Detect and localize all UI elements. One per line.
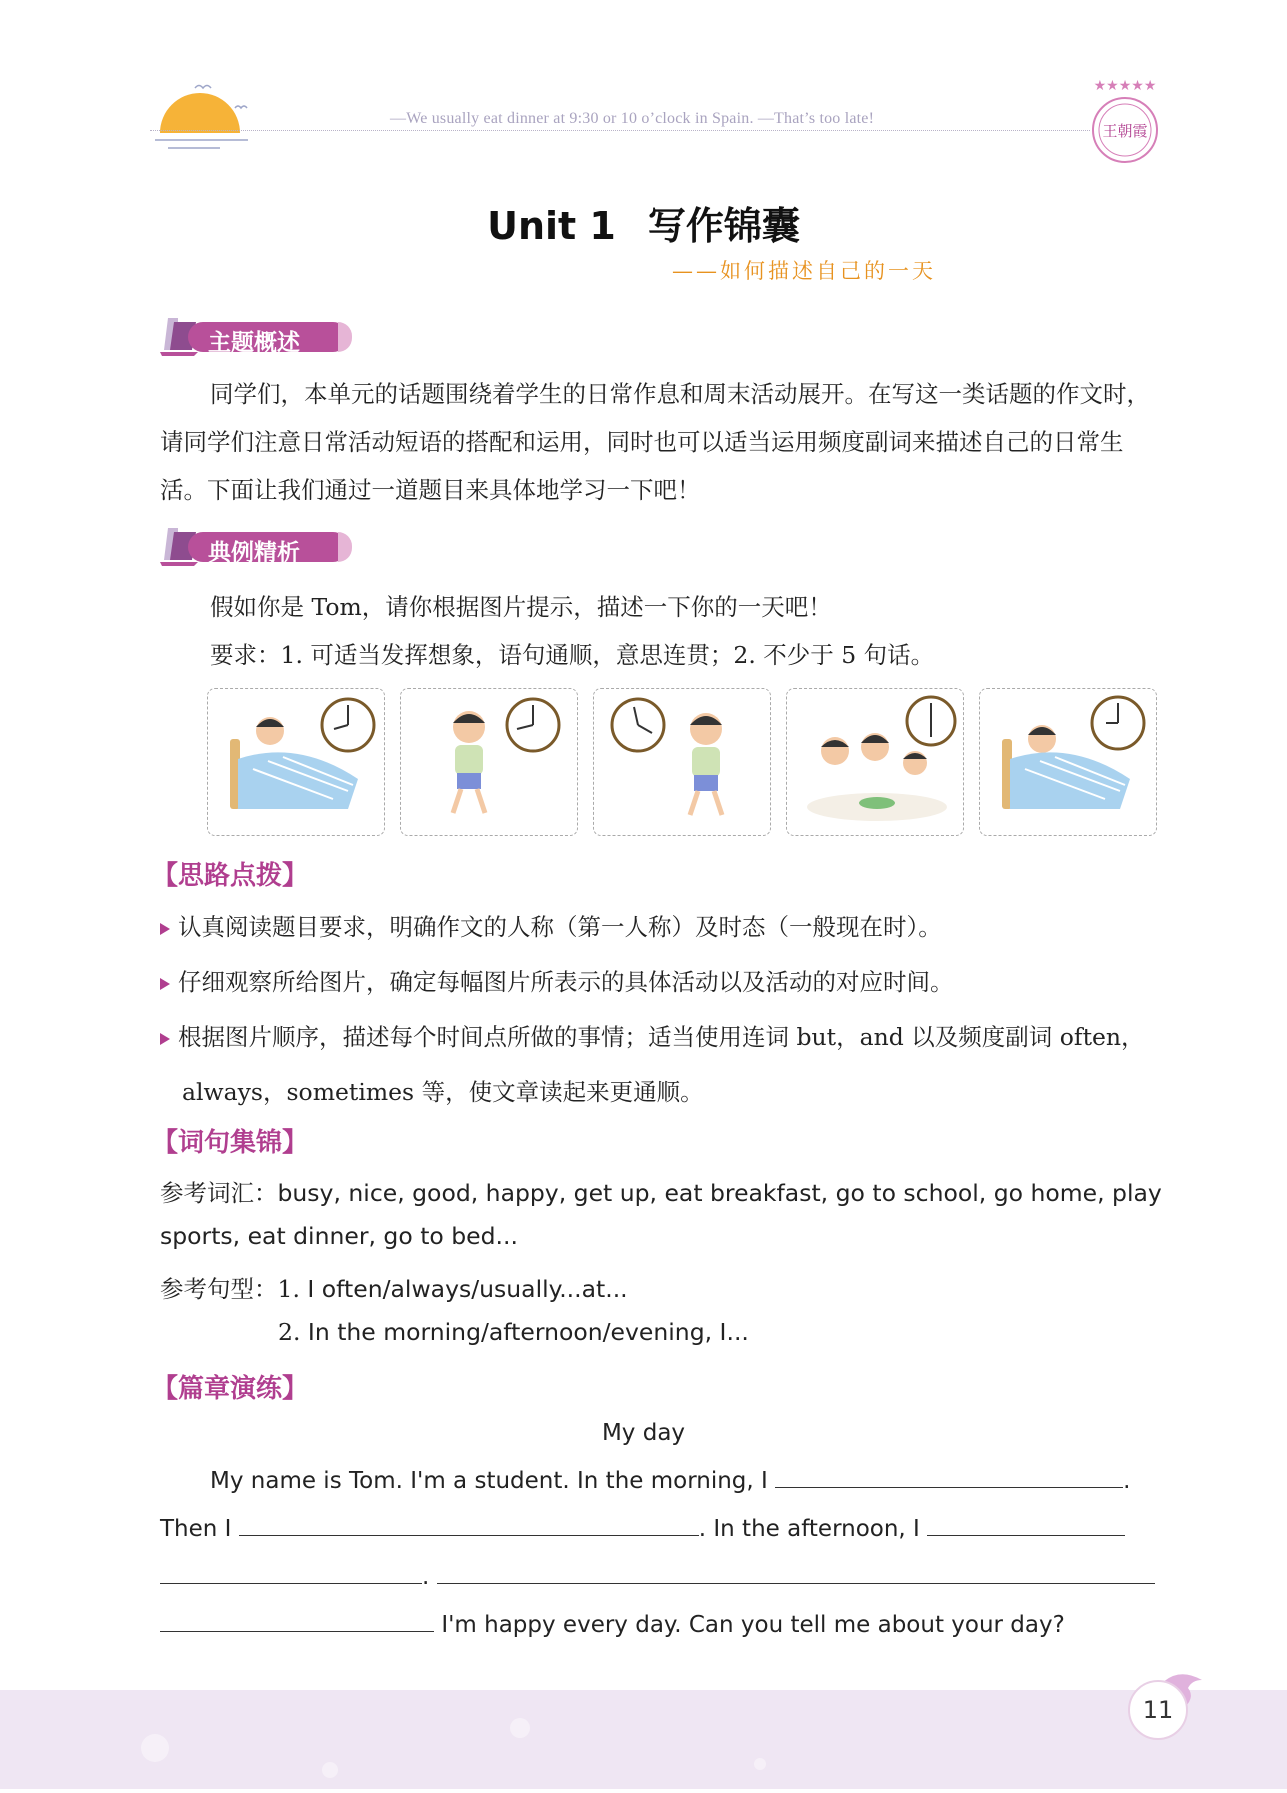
answer-blank[interactable] [239,1535,699,1536]
triangle-bullet-icon [160,1033,170,1045]
bullet-text: 根据图片顺序，描述每个时间点所做的事情；适当使用连词 but，and 以及频度副词 often， [178,1023,1145,1051]
vocab-label: 参考词汇： [160,1179,278,1207]
picture-panel [207,688,385,836]
vocab-line [160,1174,1162,1208]
svg-text:★★★★★: ★★★★★ [1093,78,1157,94]
page-number: 11 [1128,1680,1188,1740]
triangle-bullet-icon [160,923,170,935]
answer-blank[interactable] [160,1631,434,1632]
boy-waking-in-bed-icon [208,689,384,835]
bullet-item [160,1018,1145,1052]
pattern-number: 1. [277,1275,300,1303]
essay-line-3: . [160,1564,1155,1590]
bullet-continuation: always，sometimes 等，使文章读起来更通顺。 [182,1078,704,1106]
header-rule [150,130,1090,131]
heading-ciju: 【词句集锦】 [152,1128,309,1158]
page-title [0,195,1287,250]
boy-sleeping-in-bed-icon [980,689,1156,835]
answer-blank[interactable] [437,1583,1155,1584]
overview-paragraph: 同学们，本单元的话题围绕着学生的日常作息和周末活动展开。在写这一类话题的作文时，请同学们注意日常活动短语的搭配和运用，同时也可以适当运用频度副词来描述自己的日常生活。下面让我们通过一道题目来具体地学习一下吧！ [160,380,1150,504]
pattern-text: I often/always/usually...at... [307,1275,628,1303]
essay-text: . In the afternoon, I [698,1516,920,1542]
title-main: 写作锦囊 [647,204,800,248]
boy-walking-to-school-icon [401,689,577,835]
triangle-bullet-icon [160,978,170,990]
heading-pianzhang: 【篇章演练】 [152,1374,309,1404]
bubble-decoration-icon [0,1690,1287,1789]
heading-silu: 【思路点拨】 [152,861,309,891]
pattern-line [278,1318,749,1346]
publisher-seal-icon [1085,76,1165,168]
essay-text: My name is Tom. I'm a student. In the morning, I [210,1468,768,1494]
answer-blank[interactable] [160,1583,422,1584]
essay-text: Then I [160,1516,232,1542]
essay-line-4 [160,1612,1065,1638]
bullet-item [160,963,954,997]
picture-panel [979,688,1157,836]
vocab-line-2: sports, eat dinner, go to bed... [160,1222,518,1250]
essay-line-2 [160,1516,1125,1542]
picture-panel [400,688,578,836]
answer-blank[interactable] [775,1487,1123,1488]
answer-blank[interactable] [927,1535,1125,1536]
unit-label: Unit 1 [487,204,616,248]
bullet-item [160,908,942,942]
vocab-words: busy, nice, good, happy, get up, eat breakfast, go to school, go home, play [277,1179,1162,1207]
picture-panel [593,688,771,836]
section-label: 主题概述 [208,330,300,356]
logo-text: 王朝霞 [1102,122,1148,140]
sunset-icon [150,78,255,153]
essay-text: I'm happy every day. Can you tell me about your day? [441,1612,1065,1638]
header-quote: —We usually eat dinner at 9:30 or 10 o’clock in Spain. —That’s too late! [390,110,875,127]
picture-panel [786,688,964,836]
section-label: 典例精析 [208,540,300,566]
pattern-text: In the morning/afternoon/evening, I... [307,1318,749,1346]
boy-walking-home-icon [594,689,770,835]
essay-title: My day [601,1420,686,1446]
footer-band [0,1690,1287,1789]
pattern-line [160,1270,628,1304]
pattern-label: 参考句型： [160,1275,278,1303]
example-requirement: 要求：1. 可适当发挥想象，语句通顺，意思连贯；2. 不少于 5 句话。 [210,641,935,669]
essay-line-1: My name is Tom. I'm a student. In the morning, I . [210,1468,1131,1494]
pattern-number: 2. [278,1318,301,1346]
family-eating-dinner-icon [787,689,963,835]
bullet-text: 认真阅读题目要求，明确作文的人称（第一人称）及时态（一般现在时）。 [178,913,942,941]
section-tag-example [158,524,348,564]
bullet-text: 仔细观察所给图片，确定每幅图片所表示的具体活动以及活动的对应时间。 [178,968,954,996]
section-tag-overview [158,314,348,354]
example-prompt: 假如你是 Tom，请你根据图片提示，描述一下你的一天吧！ [210,593,832,621]
page-subtitle: ——如何描述自己的一天 [672,259,936,283]
